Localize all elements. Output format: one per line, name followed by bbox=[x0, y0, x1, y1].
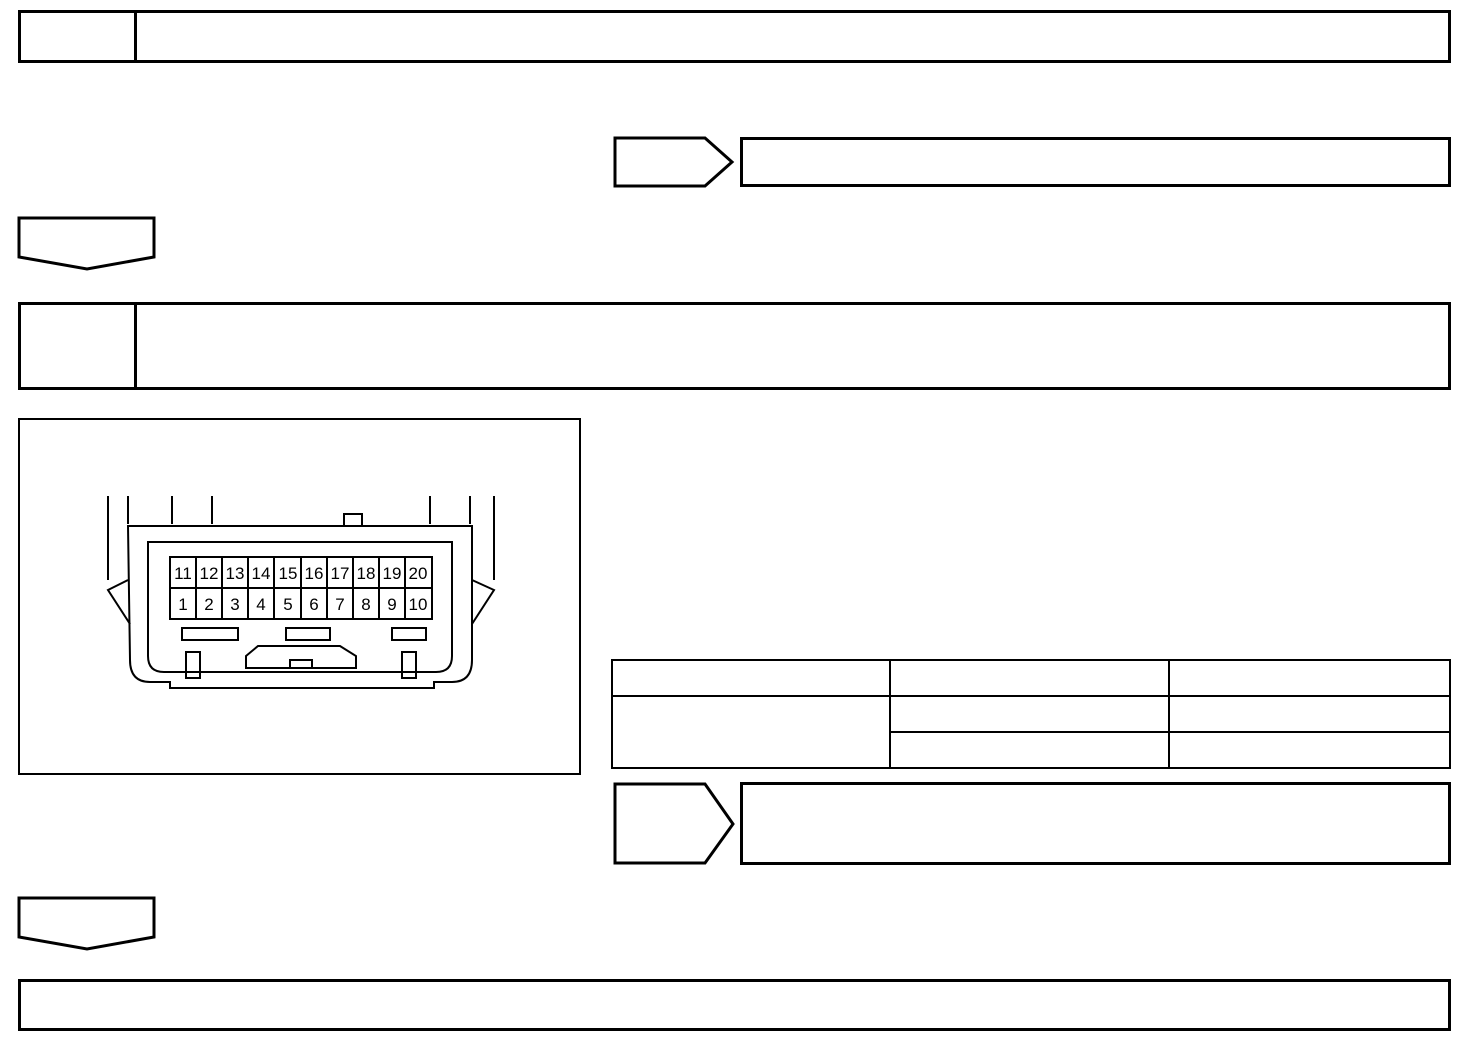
ok-arrow-tag bbox=[613, 136, 737, 188]
cell-condition-on bbox=[1169, 696, 1450, 732]
terminal-1: 1 bbox=[178, 595, 188, 614]
replace-result-box bbox=[740, 782, 1451, 865]
final-result-box bbox=[18, 979, 1451, 1031]
end-result-box bbox=[740, 137, 1451, 187]
table-header-row bbox=[612, 660, 1450, 696]
terminal-15: 15 bbox=[278, 564, 298, 583]
terminal-3: 3 bbox=[230, 595, 240, 614]
terminal-5: 5 bbox=[283, 595, 293, 614]
header-switch bbox=[890, 660, 1168, 696]
step13-header bbox=[18, 10, 1451, 63]
connector-figure bbox=[18, 418, 581, 775]
spec-table bbox=[611, 659, 1451, 769]
terminal-20: 20 bbox=[408, 564, 428, 583]
terminal-6: 6 bbox=[309, 595, 319, 614]
terminal-19: 19 bbox=[382, 564, 402, 583]
cell-switch-on bbox=[890, 696, 1168, 732]
cell-condition-off bbox=[1169, 732, 1450, 768]
cell-terminal bbox=[612, 696, 890, 768]
table-row bbox=[612, 696, 1450, 732]
terminal-8: 8 bbox=[361, 595, 371, 614]
terminal-4: 4 bbox=[256, 595, 266, 614]
terminal-16: 16 bbox=[304, 564, 324, 583]
ng-arrow-tag bbox=[613, 782, 737, 866]
terminal-2: 2 bbox=[204, 595, 214, 614]
terminal-13: 13 bbox=[225, 564, 245, 583]
terminal-14: 14 bbox=[251, 564, 271, 583]
ok-down-tag bbox=[17, 896, 157, 952]
terminal-9: 9 bbox=[387, 595, 397, 614]
cell-switch-off bbox=[890, 732, 1168, 768]
ng-down-tag bbox=[17, 216, 157, 272]
terminal-12: 12 bbox=[199, 564, 219, 583]
terminal-17: 17 bbox=[330, 564, 350, 583]
step13-number bbox=[21, 13, 137, 60]
step14-header bbox=[18, 302, 1451, 390]
terminal-7: 7 bbox=[335, 595, 345, 614]
connector-diagram bbox=[20, 420, 579, 773]
terminal-11: 11 bbox=[174, 564, 192, 583]
header-condition bbox=[1169, 660, 1450, 696]
terminal-18: 18 bbox=[356, 564, 376, 583]
terminal-10: 10 bbox=[408, 595, 428, 614]
header-terminal bbox=[612, 660, 890, 696]
step14-number bbox=[21, 305, 137, 387]
